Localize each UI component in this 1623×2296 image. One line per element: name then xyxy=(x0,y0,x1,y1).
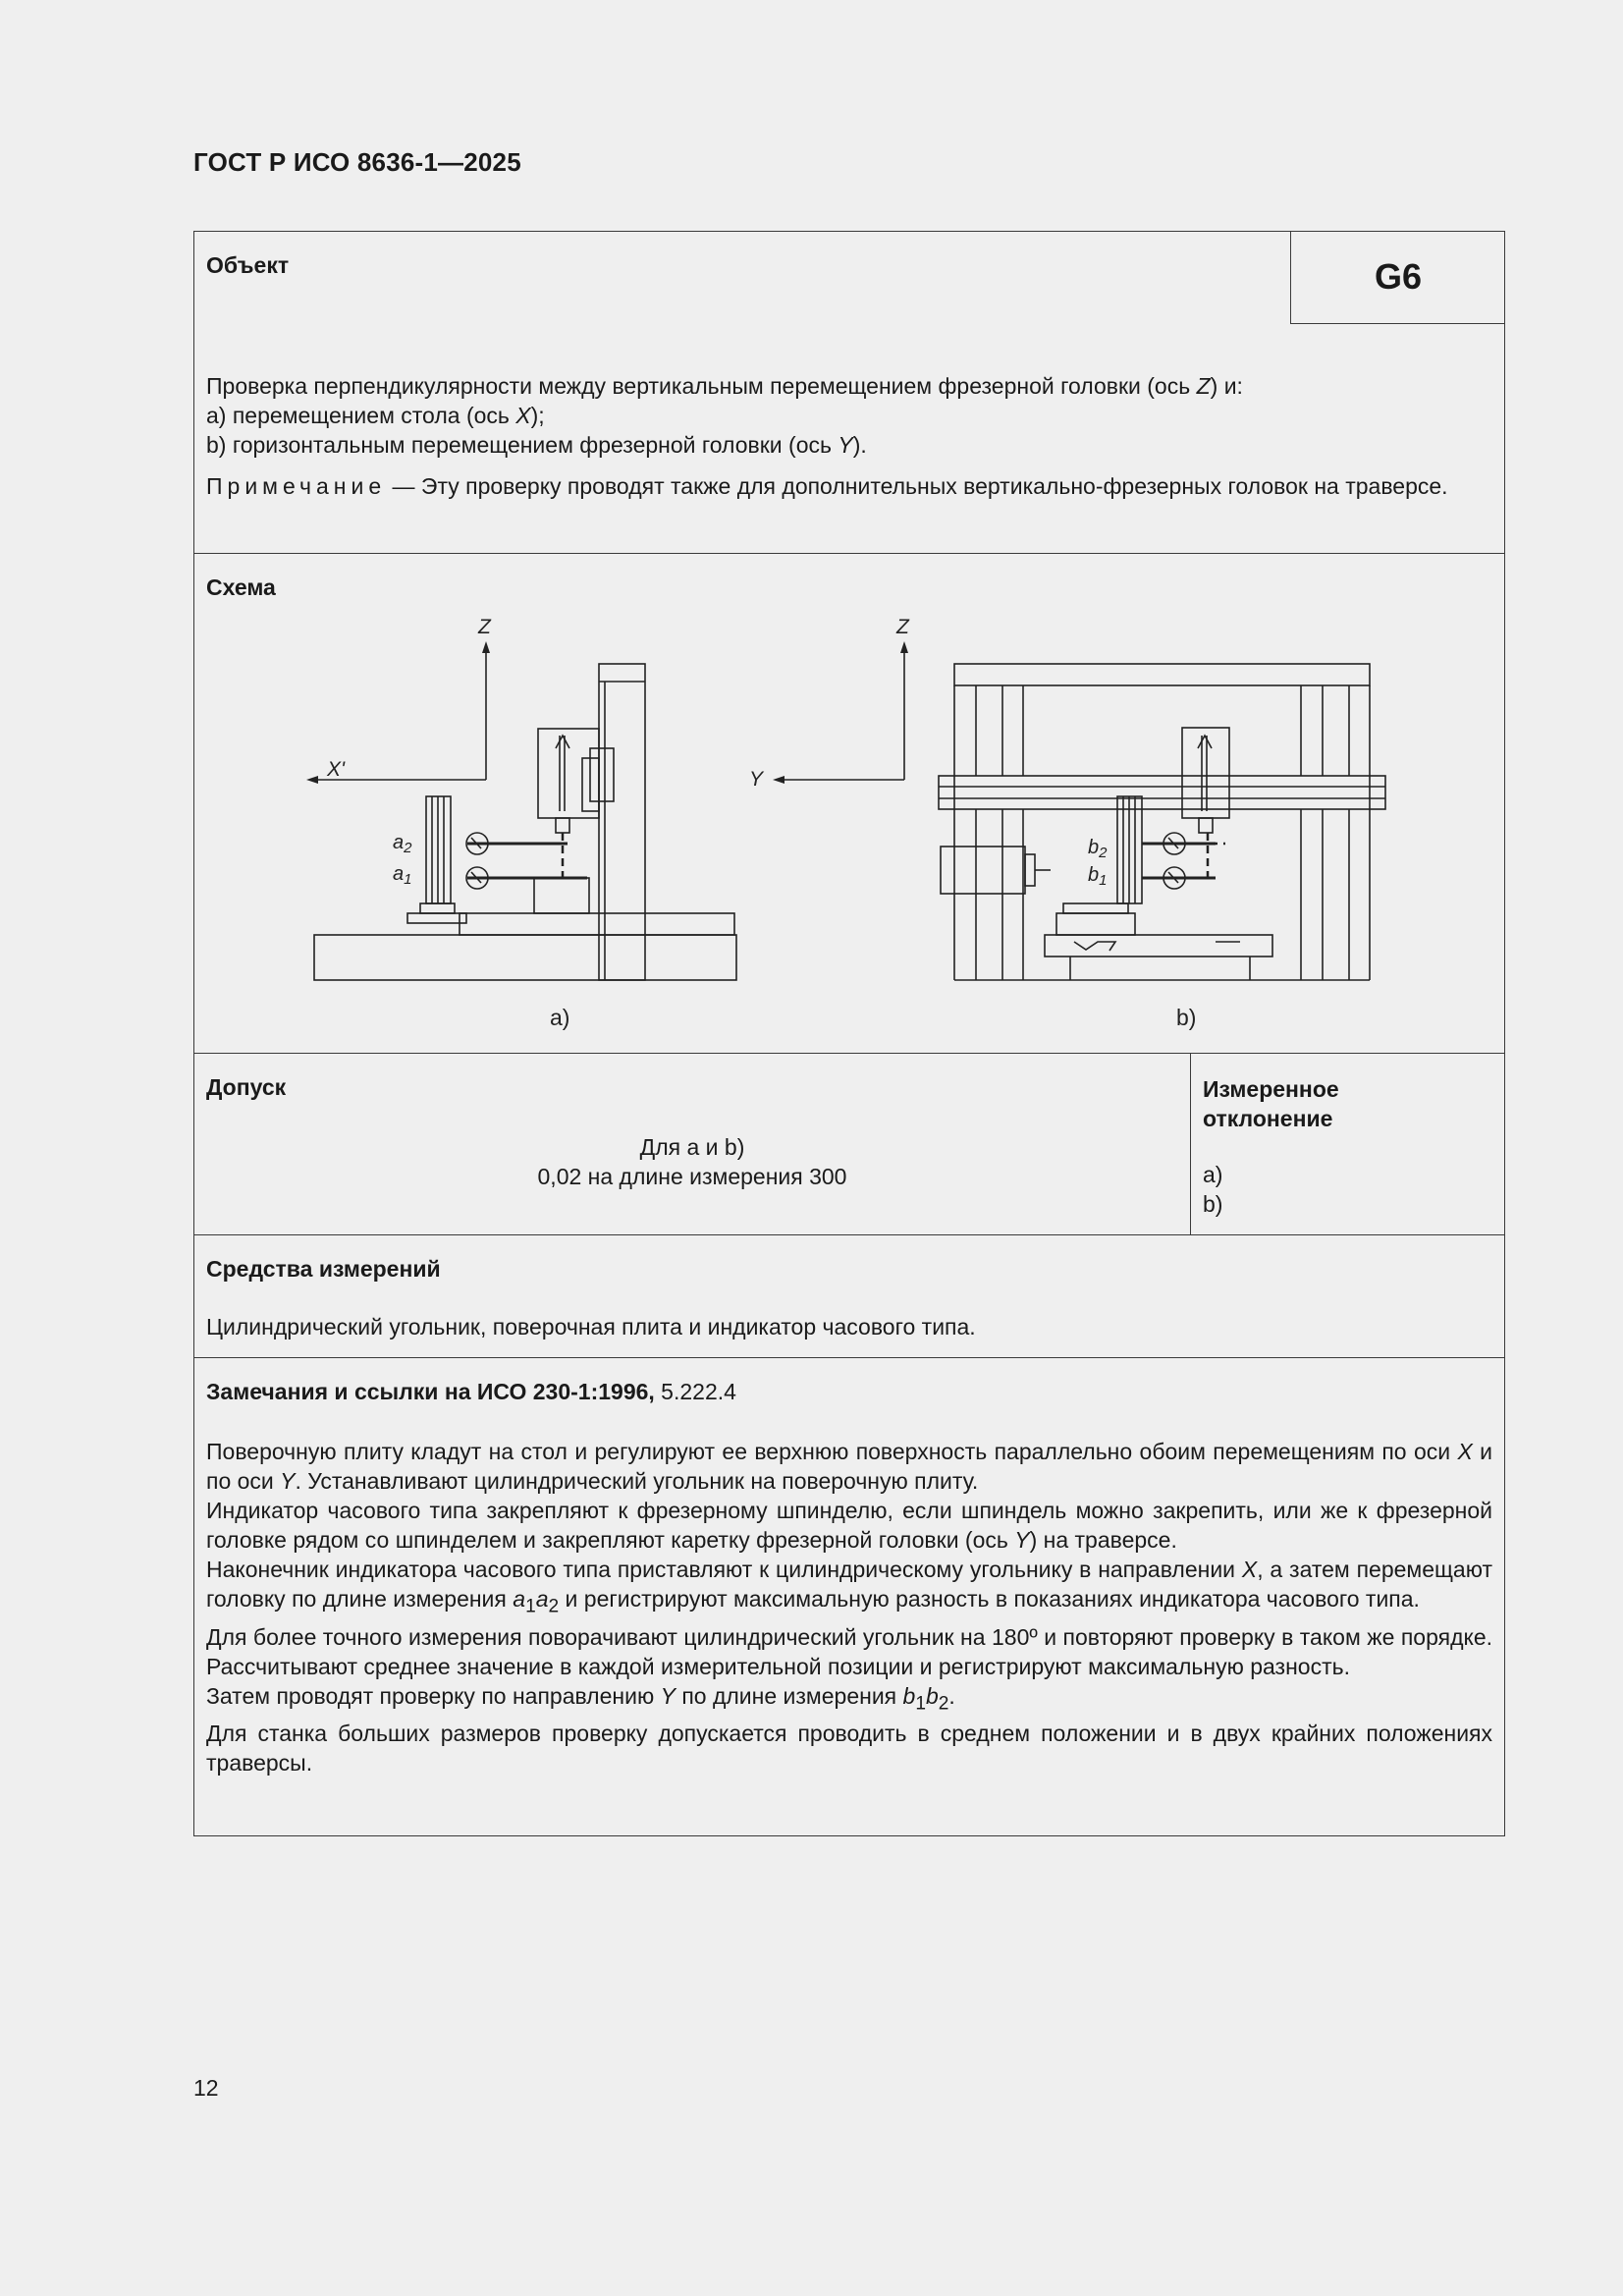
tolerance-section xyxy=(194,1053,1504,1234)
scheme-drawings xyxy=(194,554,1503,1050)
fig-b-caption: b) xyxy=(1176,1005,1197,1030)
fig-a-axis-x: X' xyxy=(327,758,346,781)
remarks-paragraph-6: Для станка больших размеров проверку допускается проводить в среднем положении и в двух крайних положениях траверсы. xyxy=(206,1721,1492,1777)
fig-a-caption: a) xyxy=(550,1005,570,1030)
fig-a-axis-z: Z xyxy=(478,616,491,638)
remarks-paragraph-2: Индикатор часового типа закрепляют к фрезерному шпинделю, если шпиндель можно закрепить, или же к фрезерной головке рядом со шпинделем и закрепляют каретку фрезерной головки (ось Y) на траверсе. xyxy=(206,1498,1492,1553)
tolerance-line-1: Для a и b) xyxy=(639,1134,745,1160)
object-line-1: Проверка перпендикулярности между вертикальным перемещением фрезерной головки (ось Z) и: xyxy=(206,373,1243,399)
remarks-paragraph-4: Для более точного измерения поворачивают цилиндрический угольник на 180º и повторяют проверку в таком же порядке. Рассчитывают среднее значение в каждой измерительной позиции и регистрируют максимальную разность. xyxy=(206,1623,1492,1679)
measured-deviation-cell xyxy=(1191,1054,1504,1234)
tolerance-label: Допуск xyxy=(206,1074,287,1100)
measured-a: a) xyxy=(1203,1162,1223,1187)
fig-b-label-b1: $b_1$ xyxy=(1088,864,1108,889)
test-sheet-table xyxy=(193,231,1505,1836)
remarks-paragraph-1: Поверочную плиту кладут на стол и регулируют ее верхнюю поверхность параллельно обоим перемещениям по оси X и по оси Y. Устанавливают цилиндрический угольник на поверочную плиту. xyxy=(206,1439,1492,1494)
object-note: Примечание — Эту проверку проводят также для дополнительных вертикально-фрезерных головок на траверсе. xyxy=(206,473,1448,499)
measured-deviation-label: Измеренное отклонение xyxy=(1203,1076,1339,1131)
remarks-label: Замечания и ссылки на ИСО 230-1:1996, 5.222.4 xyxy=(206,1379,736,1404)
measuring-means-label: Средства измерений xyxy=(206,1256,441,1282)
measuring-means-text: Цилиндрический угольник, поверочная плита и индикатор часового типа. xyxy=(206,1314,976,1339)
remarks-paragraph-5: Затем проводят проверку по направлению Y по длине измерения $b_1b_2$. xyxy=(206,1682,955,1715)
remarks-section xyxy=(194,1357,1504,1835)
page-number: 12 xyxy=(193,2075,219,2101)
measured-deviation-items xyxy=(1203,1160,1222,1219)
tolerance-line-2: 0,02 на длине измерения 300 xyxy=(537,1164,847,1189)
measuring-means-section xyxy=(194,1234,1504,1357)
fig-b-axis-z: Z xyxy=(896,616,909,638)
document-header: ГОСТ Р ИСО 8636-1—2025 xyxy=(193,147,521,177)
scheme-label: Схема xyxy=(206,574,276,600)
figure-a xyxy=(306,616,736,1030)
object-description xyxy=(206,371,1492,501)
fig-b-label-b2: $b_2$ xyxy=(1088,837,1108,861)
measured-b: b) xyxy=(1203,1191,1223,1217)
fig-a-label-a2: $a_2$ xyxy=(393,832,412,856)
remarks-paragraph-3: Наконечник индикатора часового типа приставляют к цилиндрическому угольнику в направлении X, а затем перемещают головку по длине измерения $a_1a_2$ и регистрируют максимальную разность в показаниях индикатора часового типа. xyxy=(206,1557,1492,1617)
figure-b xyxy=(749,616,1385,1030)
tolerance-value xyxy=(194,1132,1190,1191)
test-code: G6 xyxy=(1290,231,1505,324)
scheme-section xyxy=(194,553,1504,1053)
object-item-a: a) перемещением стола (ось X); xyxy=(206,403,545,428)
object-label: Объект xyxy=(206,252,290,278)
fig-b-axis-y: Y xyxy=(749,768,764,791)
remarks-text xyxy=(206,1437,1492,1777)
fig-a-label-a1: $a_1$ xyxy=(393,863,412,888)
object-section xyxy=(194,232,1504,553)
object-item-b: b) горизонтальным перемещением фрезерной головки (ось Y). xyxy=(206,432,867,458)
tolerance-cell xyxy=(194,1054,1191,1234)
